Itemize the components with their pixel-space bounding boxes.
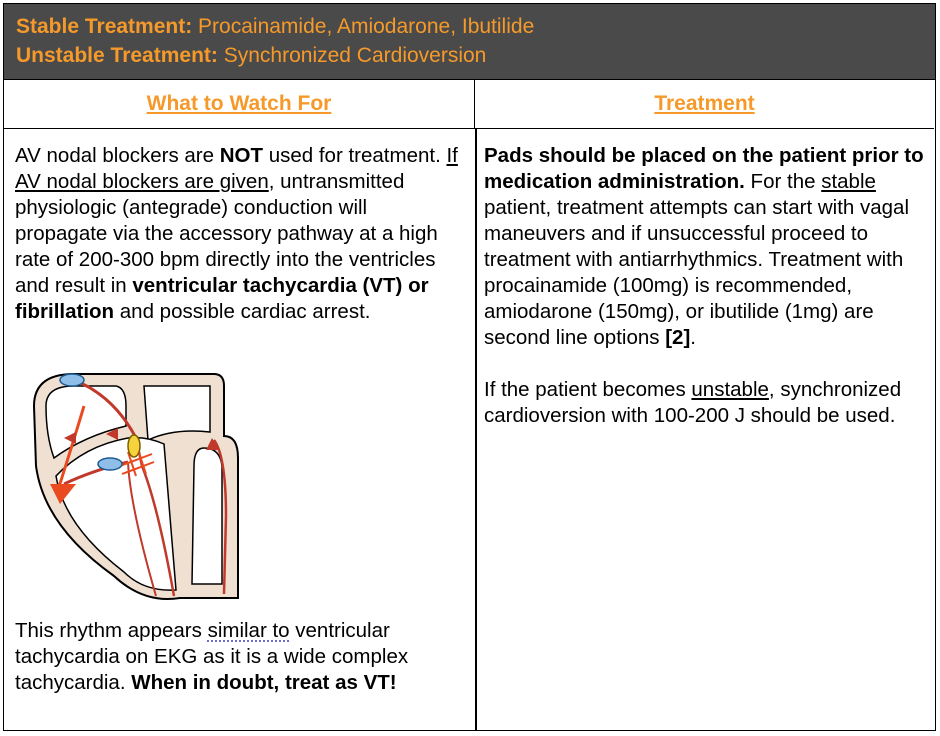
unstable-treatment-line (16, 41, 923, 70)
treatment-cell (484, 129, 924, 429)
similar-to-phrase: similar to (207, 619, 290, 642)
right-atrium-cavity (144, 386, 210, 440)
treatment-banner (4, 4, 935, 80)
citation-reference: [2] (665, 326, 691, 349)
text-segment: and possible cardiac arrest. (114, 300, 371, 323)
emphasis-pads: Pads should be placed on the patient prior to medication administration. (484, 144, 924, 193)
text-segment: patient, treatment attempts can start with vagal maneuvers and if unsuccessful proceed to treatment with antiarrhythmics. Treatment with procainamide (100mg) is recommended, amiodarone (150mg), or ibutilide (1mg) are second line options (484, 196, 910, 349)
text-segment: For the (744, 170, 822, 193)
sa-node (60, 374, 84, 386)
stable-treatment-line (16, 12, 923, 41)
emphasis-vt-vf: ventricular tachycardia (VT) or fibrillation (15, 274, 429, 323)
text-segment: , untransmitted physiologic (antegrade) conduction will propagate via the accessory pathway at a high rate of 200-300 bpm directly into the ventricles and result in (15, 170, 438, 297)
treatment-paragraph-1 (484, 143, 924, 351)
text-segment: , synchronized cardioversion with 100-200 J should be used. (484, 378, 902, 427)
text-segment: . (690, 326, 696, 349)
text-segment: ventricular tachycardia on EKG as it is a wide complex tachycardia. (15, 619, 409, 694)
underlined-stable: stable (821, 170, 876, 193)
emphasis-not: NOT (219, 144, 264, 167)
text-segment: AV nodal blockers are (15, 144, 220, 167)
treatment-paragraph-2 (484, 377, 924, 429)
unstable-treatment-value: Synchronized Cardioversion (217, 44, 487, 67)
av-node-yellow (128, 435, 140, 457)
emphasis-treat-as-vt: When in doubt, treat as VT! (131, 671, 397, 694)
underlined-unstable: unstable (691, 378, 769, 401)
column-divider (475, 129, 477, 730)
stable-treatment-value: Procainamide, Amiodarone, Ibutilide (192, 15, 535, 38)
underlined-condition: If AV nodal blockers are given (15, 144, 458, 193)
header-treatment: Treatment (475, 80, 934, 129)
text-segment: used for treatment. (263, 144, 447, 167)
right-ventricle-cavity (192, 448, 222, 584)
watch-for-paragraph-1 (15, 143, 465, 325)
text-segment: This rhythm appears (15, 619, 208, 642)
header-what-to-watch-for: What to Watch For (4, 80, 475, 129)
unstable-treatment-label: Unstable Treatment: (16, 44, 218, 67)
treatment-table (3, 3, 936, 731)
text-segment: If the patient becomes (484, 378, 692, 401)
av-node-blue (98, 458, 122, 470)
heart-conduction-diagram (24, 366, 244, 606)
watch-for-cell (15, 129, 465, 325)
watch-for-paragraph-2 (15, 618, 465, 696)
stable-treatment-label: Stable Treatment: (16, 15, 193, 38)
